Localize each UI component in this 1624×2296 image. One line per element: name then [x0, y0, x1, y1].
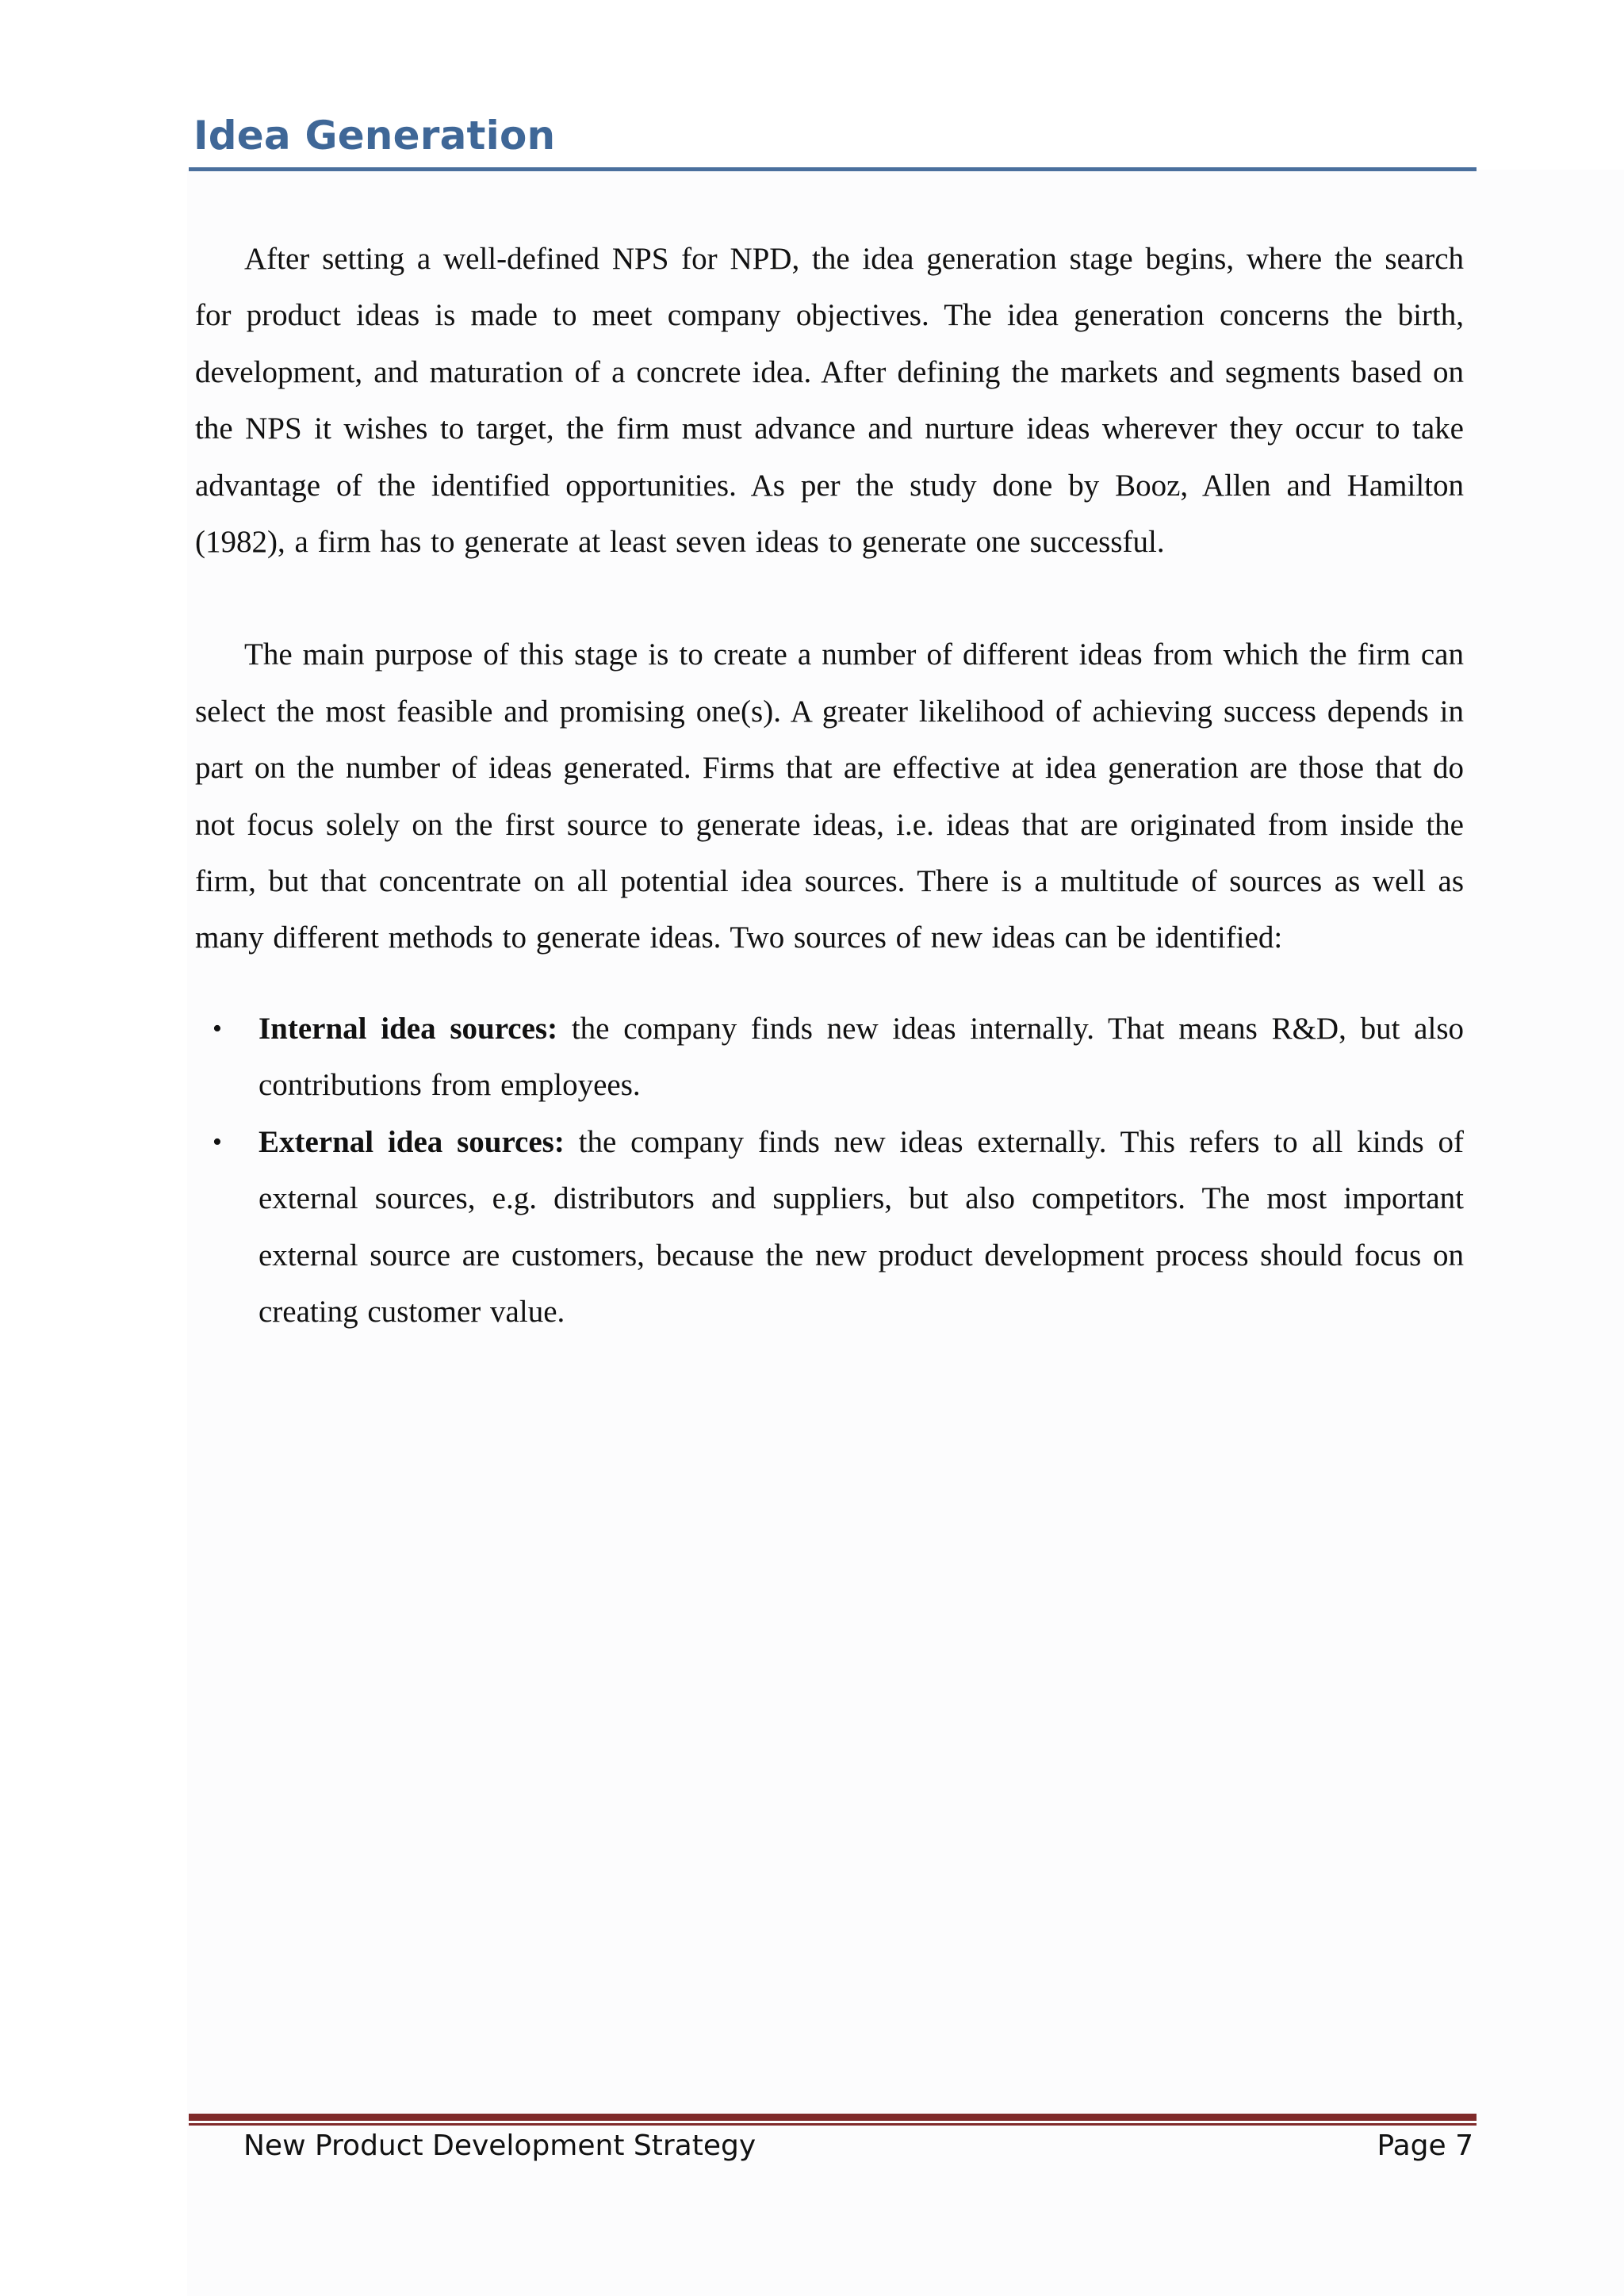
footer-rule — [189, 2114, 1477, 2121]
page-heading: Idea Generation — [193, 113, 556, 159]
list-item-text: the company finds new ideas internally. That means R&D, but also contributions from employees. — [259, 1011, 1464, 1103]
bullet-icon: • — [213, 1127, 222, 1157]
list-item-text: the company finds new ideas externally. This refers to all kinds of external sources, e.g. distributors and suppliers, but also competitors. The most important external source are customers, because the new product development process should focus on creating customer value. — [259, 1124, 1464, 1329]
footer-document-title: New Product Development Strategy — [243, 2130, 756, 2162]
paragraph-2: The main purpose of this stage is to create a number of different ideas from which the firm can select the most feasible and promising one(s). A greater likelihood of achieving success depends in part on the number of ideas generated. Firms that are effective at idea generation are those that do not focus solely on the first source to generate ideas, i.e. ideas that are originated from inside the firm, but that concentrate on all potential idea sources. There is a multitude of sources as well as many different methods to generate ideas. Two sources of new ideas can be identified: — [195, 637, 1464, 955]
document-body — [195, 231, 1464, 1340]
footer-page-number: Page 7 — [1377, 2130, 1473, 2162]
list-item-term: External idea sources: — [259, 1124, 565, 1159]
list-item-internal — [213, 1001, 1464, 1114]
paragraph-1: After setting a well-defined NPS for NPD, the idea generation stage begins, where the search for product ideas is made to meet company objectives. The idea generation concerns the birth, development, and maturation of a concrete idea. After defining the markets and segments based on the NPS it wishes to target, the firm must advance and nurture ideas wherever they occur to take advantage of the identified opportunities. As per the study done by Booz, Allen and Hamilton (1982), a firm has to generate at least seven ideas to generate one successful. — [195, 242, 1464, 560]
list-item-external — [213, 1114, 1464, 1341]
list-item-term: Internal idea sources: — [259, 1011, 558, 1046]
idea-sources-list — [195, 1001, 1464, 1340]
footer-rule-thin — [189, 2123, 1477, 2126]
bullet-icon: • — [213, 1013, 222, 1043]
heading-underline — [189, 167, 1477, 171]
